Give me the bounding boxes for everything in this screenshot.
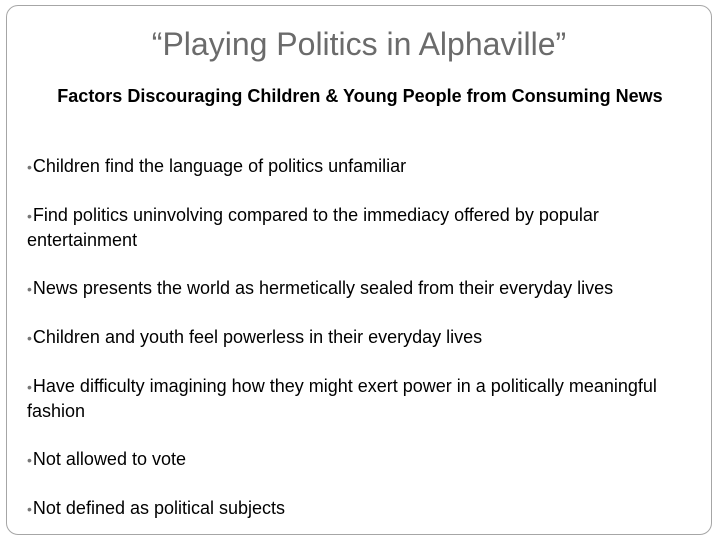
slide-frame	[6, 5, 712, 535]
bullet-text: News presents the world as hermetically sealed from their everyday lives	[32, 278, 614, 298]
bullet-item	[27, 325, 691, 350]
bullet-icon: •	[27, 159, 32, 175]
bullet-icon: •	[27, 501, 32, 517]
bullet-item	[27, 496, 691, 521]
bullet-icon: •	[27, 208, 32, 224]
bullet-item	[27, 374, 691, 423]
bullet-icon: •	[27, 330, 32, 346]
bullet-item	[27, 276, 691, 301]
bullet-icon: •	[27, 379, 32, 395]
slide-title: “Playing Politics in Alphaville”	[151, 26, 567, 62]
bullet-text: Not defined as political subjects	[32, 498, 286, 518]
slide-subtitle: Factors Discouraging Children & Young People from Consuming News	[57, 86, 663, 106]
bullet-text: Children find the language of politics unfamiliar	[32, 156, 407, 176]
bullet-icon: •	[27, 281, 32, 297]
bullet-text: Not allowed to vote	[32, 449, 186, 469]
bullet-icon: •	[27, 452, 32, 468]
bullet-item	[27, 154, 691, 179]
bullet-text: Find politics uninvolving compared to the immediacy offered by popular entertainment	[27, 205, 599, 250]
bullet-item	[27, 203, 691, 252]
bullet-text: Have difficulty imagining how they might exert power in a politically meaningful fashion	[27, 376, 657, 421]
bullet-item	[27, 447, 691, 472]
bullet-text: Children and youth feel powerless in their everyday lives	[32, 327, 483, 347]
bullet-list	[27, 154, 691, 535]
